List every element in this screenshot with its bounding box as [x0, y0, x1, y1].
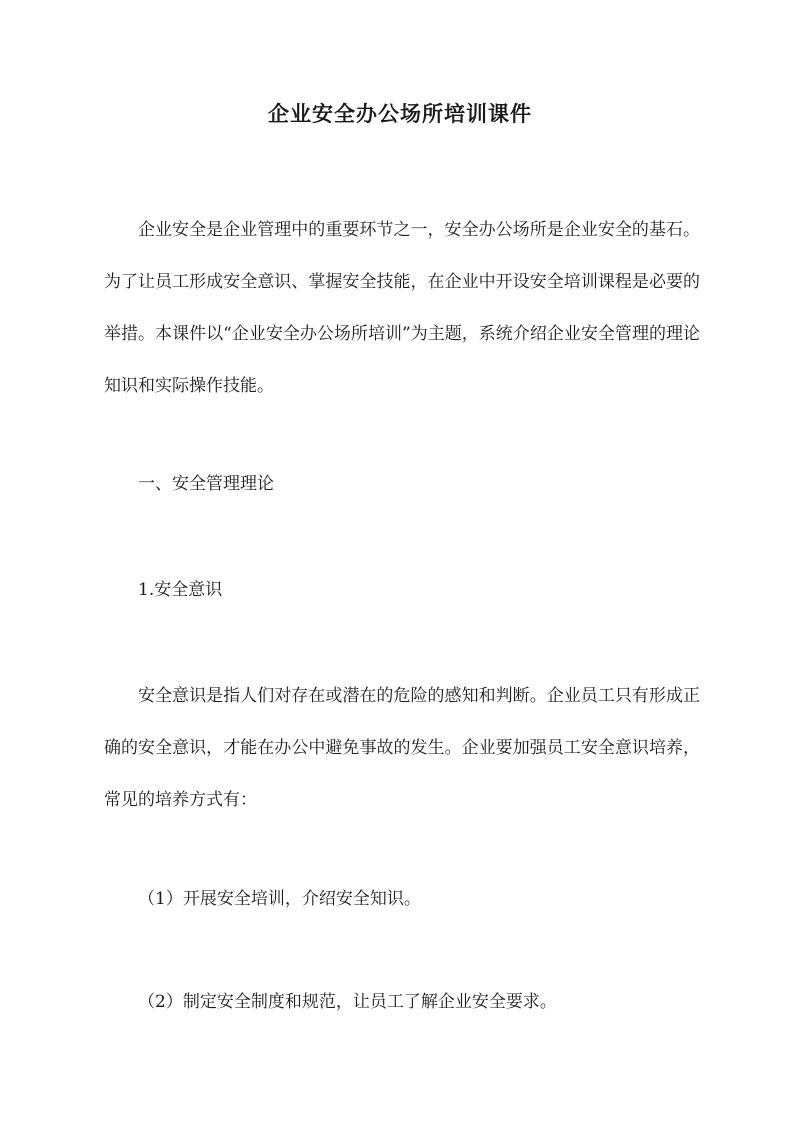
page-title: 企业安全办公场所培训课件 [268, 101, 532, 126]
list-item: （1）开展安全培训，介绍安全知识。 [138, 889, 421, 909]
subsection-paragraph: 安全意识是指人们对存在或潜在的危险的感知和判断。企业员工只有形成正确的安全意识，才能在办公中避免事故的发生。企业要加强员工安全意识培养，常见的培养方式有： [104, 686, 700, 810]
section-heading: 一、安全管理理论 [138, 474, 274, 494]
subsection-heading: 1.安全意识 [138, 580, 223, 600]
list-item: （2）制定安全制度和规范，让员工了解企业安全要求。 [138, 992, 557, 1012]
intro-paragraph: 企业安全是企业管理中的重要环节之一，安全办公场所是企业安全的基石。为了让员工形成安全意识、掌握安全技能，在企业中开设安全培训课程是必要的举措。本课件以“企业安全办公场所培训”为主题，系统介绍企业安全管理的理论知识和实际操作技能。 [104, 220, 700, 396]
